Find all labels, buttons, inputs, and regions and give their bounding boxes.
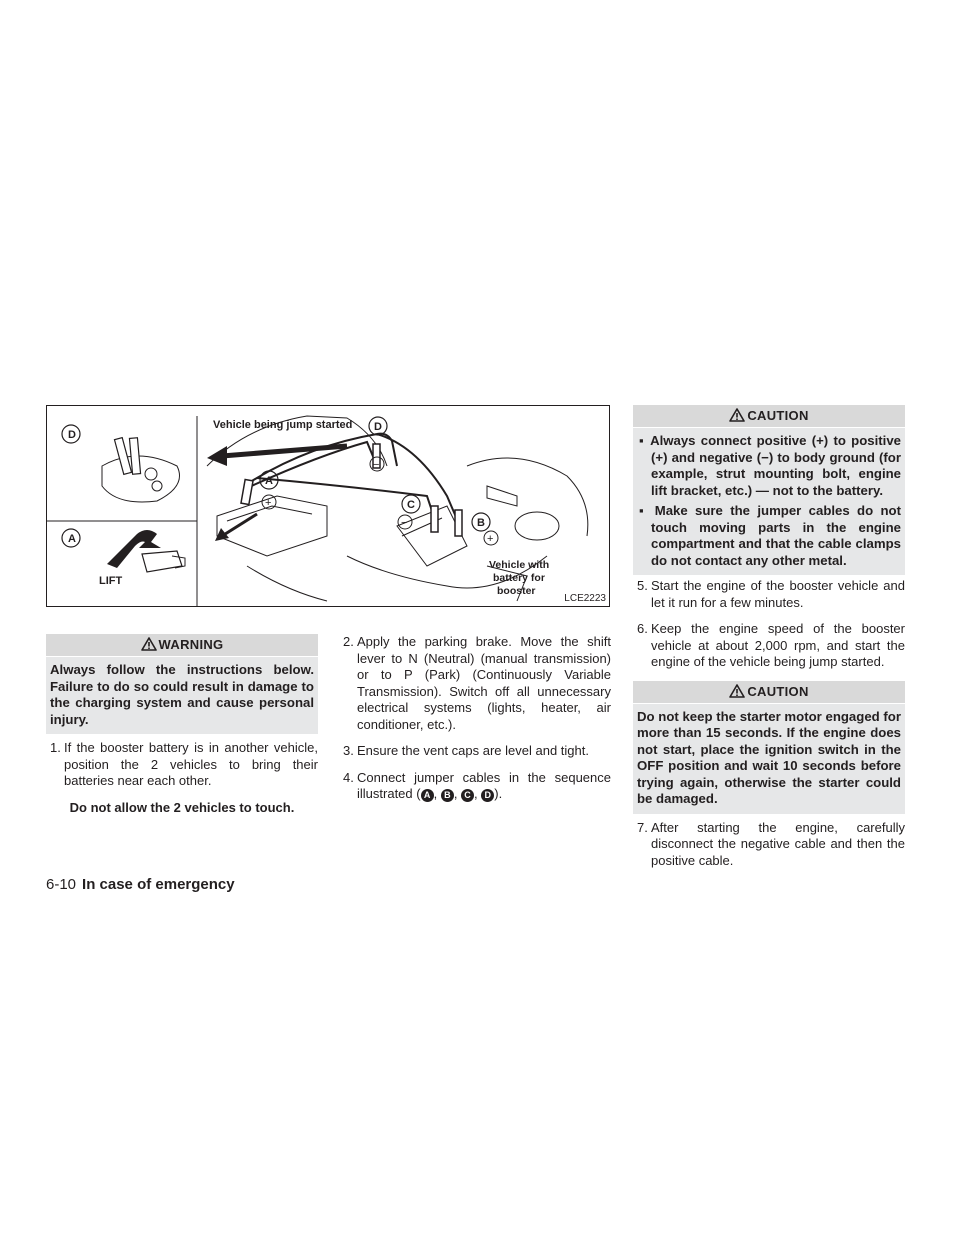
section-title: In case of emergency	[82, 876, 235, 893]
seq-c-icon: C	[461, 789, 474, 802]
plus-b: +	[487, 533, 494, 545]
label-vehicle-jump-started: Vehicle being jump started	[213, 419, 353, 431]
caution-body-1	[633, 428, 905, 575]
caution-title-2: CAUTION	[747, 683, 809, 699]
label-c: C	[407, 499, 415, 511]
seq-d-icon: D	[481, 789, 494, 802]
caution-title-1: CAUTION	[747, 408, 809, 423]
label-booster-line3: booster	[497, 585, 536, 597]
step-7: 7. After starting the engine, carefully disconnect the negative cable and then the positive cable.	[637, 819, 905, 868]
plus-a: +	[265, 497, 272, 509]
warning-body: Always follow the instructions below. Failure to do so could result in damage to the charging system and cause personal injury.	[46, 657, 318, 734]
jump-start-illustration	[46, 405, 610, 607]
label-booster-line2: battery for	[493, 572, 545, 584]
illustration-drawing	[47, 406, 609, 606]
warning-title: WARNING	[158, 637, 224, 652]
page-number: 6-10	[46, 876, 77, 893]
page-footer	[46, 876, 235, 893]
caution-body-2: Do not keep the starter motor engaged for more than 15 seconds. If the engine does not start, place the ignition switch in the OFF position and wait 10 seconds before trying again, otherwise the starter could be damaged.	[633, 704, 905, 814]
label-a-detail: A	[68, 533, 76, 545]
step-5: 5. Start the engine of the booster vehicle and let it run for a few minutes.	[637, 578, 905, 610]
warning-header	[46, 634, 318, 656]
step-1: 1. If the booster battery is in another vehicle, position the 2 vehicles to bring their batteries near each other.	[50, 740, 318, 788]
column-3	[633, 405, 905, 879]
step-4: 4. Connect jumper cables in the sequence illustrated ( A , B , C , D ).	[343, 769, 611, 801]
caution-triangle-icon-2	[729, 684, 745, 698]
seq-b-icon: B	[441, 789, 454, 802]
caution-triangle-icon	[729, 408, 745, 422]
label-d: D	[374, 421, 382, 433]
caution-bullet-1: ▪ Always connect positive (+) to positive (+) and negative (−) to body ground (for example, strut mounting bolt, engine lift bracket, etc.) — not to the battery.	[639, 433, 901, 498]
warning-triangle-icon	[141, 637, 157, 651]
label-booster-line1: Vehicle with	[489, 559, 550, 571]
caution-header-2	[633, 681, 905, 703]
step-6: 6. Keep the engine speed of the booster vehicle at about 2,000 rpm, and start the engine of the vehicle being jump started.	[637, 621, 905, 669]
column-1	[46, 634, 318, 816]
caution-header-1	[633, 405, 905, 427]
seq-a-icon: A	[421, 789, 434, 802]
label-lift: LIFT	[99, 575, 123, 587]
minus-d: −	[373, 459, 380, 471]
caution-bullet-2: ▪ Make sure the jumper cables do not touch moving parts in the engine compartment and that the cable clamps do not contact any other metal.	[639, 503, 902, 568]
step-2: 2. Apply the parking brake. Move the shift lever to N (Neutral) (manual transmission) or to P (Park) (Continuously Variable Transmission). Switch off all unnecessary electrical systems (lights, heater, air conditioner, etc.).	[343, 634, 611, 732]
minus-c: −	[401, 517, 408, 529]
label-b: B	[477, 517, 485, 529]
step-3: 3. Ensure the vent caps are level and tight.	[343, 743, 589, 758]
figure-code: LCE2223	[564, 593, 606, 604]
column-2	[339, 634, 611, 813]
label-a: A	[265, 475, 273, 487]
note-no-touch: Do not allow the 2 vehicles to touch.	[69, 799, 295, 815]
label-d-detail: D	[68, 429, 76, 441]
